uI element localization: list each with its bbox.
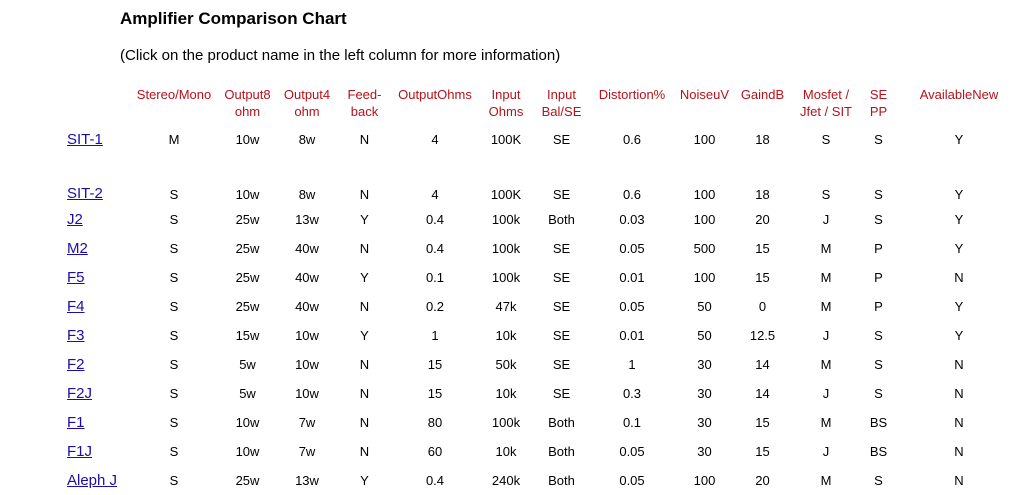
distortion-cell: 0.05	[619, 241, 645, 256]
output-ohms-cell: 15	[427, 386, 443, 401]
distortion-cell: 0.01	[619, 328, 645, 343]
product-name-cell	[62, 124, 130, 154]
table-row	[62, 234, 1022, 263]
gain-cell: 0	[758, 299, 767, 314]
output-8-ohm-header: Output8 ohm	[224, 87, 271, 119]
se-pp-cell: BS	[869, 415, 888, 430]
product-link[interactable]: F1J	[67, 443, 93, 460]
device-type-cell: S	[821, 187, 831, 202]
feedback-cell: N	[359, 415, 370, 430]
se-pp-cell: S	[874, 386, 883, 401]
input-ohms-cell: 10k	[495, 444, 517, 459]
noise-cell: 500	[693, 241, 716, 256]
input-ohms-cell: 100k	[491, 241, 521, 256]
device-type-cell: S	[821, 131, 831, 147]
product-link[interactable]: F5	[67, 269, 85, 286]
output-8-ohm-cell: 5w	[239, 357, 256, 372]
input-ohms-cell: 50k	[495, 357, 517, 372]
output-8-ohm-cell: 25w	[235, 299, 260, 314]
table-row	[62, 350, 1022, 379]
input-bal-se-cell: SE	[552, 270, 571, 285]
noise-cell: 100	[693, 187, 716, 202]
table-row	[62, 437, 1022, 466]
gain-cell: 15	[755, 270, 770, 285]
available-new-cell: Y	[954, 299, 964, 314]
distortion-cell: 0.01	[619, 270, 645, 285]
table-body	[62, 124, 1022, 495]
noise-cell: 100	[693, 131, 716, 147]
output-ohms-cell: 0.1	[425, 270, 445, 285]
feedback-cell: N	[359, 357, 370, 372]
output-4-ohm-cell: 40w	[295, 270, 319, 285]
output-4-ohm-cell: 40w	[295, 241, 319, 256]
product-link[interactable]: SIT-1	[67, 130, 103, 148]
product-name-cell	[62, 321, 130, 350]
stereo-mono-cell: S	[169, 328, 179, 343]
table-row	[62, 263, 1022, 292]
output-4-ohm-cell: 10w	[295, 328, 319, 343]
stereo-mono-cell: S	[169, 212, 179, 227]
table-row	[62, 466, 1022, 495]
gain-cell: 18	[755, 131, 770, 147]
page-subtitle: (Click on the product name in the left column for more information)	[120, 47, 561, 64]
product-link[interactable]: F2J	[67, 385, 93, 402]
input-ohms-cell: 100K	[490, 131, 522, 147]
input-bal-se-cell: SE	[552, 299, 571, 314]
distortion-cell: 0.05	[619, 473, 645, 488]
input-bal-se-cell: SE	[552, 328, 571, 343]
stereo-mono-cell: S	[169, 187, 179, 202]
table-row	[62, 154, 1022, 205]
device-type-cell: M	[820, 415, 832, 430]
gain-cell: 14	[755, 357, 770, 372]
feedback-cell: N	[359, 386, 370, 401]
comparison-table	[62, 84, 1022, 495]
table-row	[62, 124, 1022, 154]
input-bal-se-cell: Both	[548, 415, 575, 430]
device-type-cell: M	[820, 299, 832, 314]
product-name-cell	[62, 263, 130, 292]
se-pp-cell: S	[874, 131, 883, 147]
output-8-ohm-cell: 10w	[235, 444, 260, 459]
available-new-cell: Y	[954, 212, 964, 227]
distortion-cell: 0.1	[622, 415, 642, 430]
se-pp-cell: S	[874, 212, 883, 227]
product-name-cell	[62, 466, 130, 495]
available-new-header: AvailableNew	[919, 87, 999, 102]
se-pp-cell: S	[874, 357, 883, 372]
available-new-cell: N	[954, 270, 964, 285]
available-new-cell: N	[954, 357, 964, 372]
stereo-mono-cell: S	[169, 270, 179, 285]
gain-header: GaindB	[740, 87, 785, 102]
noise-cell: 50	[697, 299, 712, 314]
se-pp-cell: P	[874, 299, 883, 314]
gain-cell: 20	[755, 473, 770, 488]
output-8-ohm-cell: 10w	[235, 415, 260, 430]
feedback-cell: N	[359, 444, 370, 459]
feedback-cell: Y	[360, 270, 369, 285]
output-ohms-cell: 60	[427, 444, 443, 459]
gain-cell: 18	[755, 187, 770, 202]
stereo-mono-cell: M	[168, 131, 180, 147]
device-type-cell: M	[820, 241, 832, 256]
product-link[interactable]: F1	[67, 414, 85, 431]
output-ohms-cell: 0.2	[425, 299, 445, 314]
noise-header: NoiseuV	[679, 87, 730, 102]
output-4-ohm-cell: 7w	[298, 444, 316, 459]
product-name-cell	[62, 234, 130, 263]
feedback-cell: Y	[360, 212, 369, 227]
output-ohms-cell: 15	[427, 357, 443, 372]
output-8-ohm-cell: 15w	[235, 328, 260, 343]
feedback-cell: N	[359, 131, 370, 147]
output-ohms-cell: 0.4	[425, 241, 445, 256]
gain-cell: 15	[755, 444, 770, 459]
header-row	[62, 84, 1022, 124]
stereo-mono-cell: S	[169, 444, 179, 459]
device-type-cell: M	[820, 270, 832, 285]
output-8-ohm-cell: 10w	[235, 187, 260, 202]
feedback-cell: N	[359, 241, 370, 256]
available-new-cell: Y	[954, 241, 964, 256]
stereo-mono-cell: S	[169, 357, 179, 372]
available-new-cell: N	[954, 473, 964, 488]
device-type-cell: J	[822, 386, 830, 401]
noise-cell: 100	[693, 212, 716, 227]
output-ohms-cell: 1	[431, 328, 439, 343]
table-row	[62, 321, 1022, 350]
stereo-mono-cell: S	[169, 241, 179, 256]
table-row	[62, 408, 1022, 437]
table-row	[62, 205, 1022, 234]
feedback-cell: Y	[360, 328, 369, 343]
available-new-cell: N	[954, 415, 964, 430]
device-type-header: Mosfet / Jfet / SIT	[799, 87, 852, 119]
page-title: Amplifier Comparison Chart	[120, 9, 347, 28]
output-4-ohm-cell: 13w	[295, 473, 319, 488]
output-8-ohm-cell: 25w	[235, 270, 260, 285]
product-link[interactable]: J2	[67, 211, 83, 228]
se-pp-cell: S	[874, 328, 883, 343]
product-link[interactable]: F3	[67, 327, 85, 344]
gain-cell: 15	[755, 241, 770, 256]
output-8-ohm-cell: 25w	[235, 473, 260, 488]
noise-cell: 50	[697, 328, 712, 343]
stereo-mono-header: Stereo/Mono	[136, 87, 212, 102]
stereo-mono-cell: S	[169, 299, 179, 314]
input-ohms-cell: 100k	[491, 212, 521, 227]
name-column-header	[62, 84, 130, 124]
output-8-ohm-cell: 10w	[235, 131, 260, 147]
gain-cell: 14	[755, 386, 770, 401]
output-4-ohm-cell: 8w	[298, 187, 316, 202]
gain-cell: 20	[755, 212, 770, 227]
available-new-cell: N	[954, 444, 964, 459]
input-ohms-cell: 47k	[495, 299, 517, 314]
input-bal-se-cell: SE	[552, 357, 571, 372]
output-8-ohm-cell: 5w	[239, 386, 256, 401]
se-pp-cell: BS	[869, 444, 888, 459]
input-bal-se-cell: Both	[548, 473, 575, 488]
product-name-cell	[62, 205, 130, 234]
input-bal-se-cell: Both	[548, 444, 575, 459]
table-header	[62, 84, 1022, 124]
feedback-cell: N	[359, 299, 370, 314]
product-link[interactable]: F4	[67, 298, 85, 315]
stereo-mono-cell: S	[169, 473, 179, 488]
product-link[interactable]: SIT-2	[67, 185, 103, 202]
input-bal-se-header: Input Bal/SE	[541, 87, 582, 119]
noise-cell: 30	[697, 357, 712, 372]
output-ohms-cell: 0.4	[425, 473, 445, 488]
distortion-header: Distortion%	[598, 87, 666, 102]
stereo-mono-cell: S	[169, 415, 179, 430]
output-ohms-cell: 0.4	[425, 212, 445, 227]
stereo-mono-cell: S	[169, 386, 179, 401]
output-4-ohm-cell: 10w	[295, 357, 319, 372]
product-name-cell	[62, 154, 130, 205]
product-link[interactable]: F2	[67, 356, 85, 373]
distortion-cell: 0.05	[619, 299, 645, 314]
output-ohms-cell: 4	[431, 131, 439, 147]
available-new-cell: Y	[954, 328, 964, 343]
se-pp-cell: S	[874, 187, 883, 202]
output-8-ohm-cell: 25w	[235, 241, 260, 256]
output-ohms-cell: 80	[427, 415, 443, 430]
available-new-cell: Y	[954, 131, 964, 147]
distortion-cell: 0.3	[622, 386, 642, 401]
distortion-cell: 1	[628, 357, 636, 372]
device-type-cell: J	[822, 444, 830, 459]
gain-cell: 12.5	[749, 328, 776, 343]
output-4-ohm-cell: 10w	[295, 386, 319, 401]
device-type-cell: M	[820, 357, 832, 372]
output-8-ohm-cell: 25w	[235, 212, 260, 227]
feedback-header: Feed- back	[347, 87, 382, 119]
output-4-ohm-cell: 40w	[295, 299, 319, 314]
input-bal-se-cell: SE	[552, 131, 571, 147]
output-4-ohm-cell: 13w	[295, 212, 319, 227]
input-bal-se-cell: SE	[552, 187, 571, 202]
input-ohms-cell: 100K	[490, 187, 522, 202]
noise-cell: 30	[697, 415, 712, 430]
product-name-cell	[62, 408, 130, 437]
table-row	[62, 379, 1022, 408]
device-type-cell: J	[822, 328, 830, 343]
output-4-ohm-header: Output4 ohm	[283, 87, 331, 119]
input-ohms-cell: 100k	[491, 415, 521, 430]
product-name-cell	[62, 350, 130, 379]
input-ohms-cell: 100k	[491, 270, 521, 285]
device-type-cell: M	[820, 473, 832, 488]
device-type-cell: J	[822, 212, 830, 227]
feedback-cell: N	[359, 187, 370, 202]
noise-cell: 100	[693, 473, 716, 488]
distortion-cell: 0.6	[622, 187, 642, 202]
available-new-cell: N	[954, 386, 964, 401]
input-ohms-cell: 10k	[495, 328, 517, 343]
input-ohms-header: Input Ohms	[488, 87, 524, 119]
input-ohms-cell: 10k	[495, 386, 517, 401]
output-4-ohm-cell: 7w	[298, 415, 316, 430]
product-name-cell	[62, 292, 130, 321]
gain-cell: 15	[755, 415, 770, 430]
se-pp-cell: P	[874, 241, 883, 256]
feedback-cell: Y	[360, 473, 369, 488]
noise-cell: 100	[693, 270, 716, 285]
product-link[interactable]: M2	[67, 240, 88, 257]
input-bal-se-cell: SE	[552, 386, 571, 401]
table-row	[62, 292, 1022, 321]
available-new-cell: Y	[954, 187, 964, 202]
input-bal-se-cell: Both	[548, 212, 575, 227]
input-bal-se-cell: SE	[552, 241, 571, 256]
se-pp-cell: P	[874, 270, 883, 285]
noise-cell: 30	[697, 444, 712, 459]
comparison-table-container	[62, 84, 999, 495]
output-ohms-cell: 4	[431, 187, 439, 202]
output-ohms-header: OutputOhms	[398, 87, 472, 102]
distortion-cell: 0.05	[619, 444, 645, 459]
product-link[interactable]: Aleph J	[67, 472, 118, 489]
input-ohms-cell: 240k	[491, 473, 521, 488]
product-name-cell	[62, 379, 130, 408]
se-pp-header: SE PP	[869, 87, 888, 119]
distortion-cell: 0.03	[619, 212, 645, 227]
output-4-ohm-cell: 8w	[298, 131, 316, 147]
noise-cell: 30	[697, 386, 712, 401]
se-pp-cell: S	[874, 473, 883, 488]
product-name-cell	[62, 437, 130, 466]
distortion-cell: 0.6	[622, 131, 642, 147]
